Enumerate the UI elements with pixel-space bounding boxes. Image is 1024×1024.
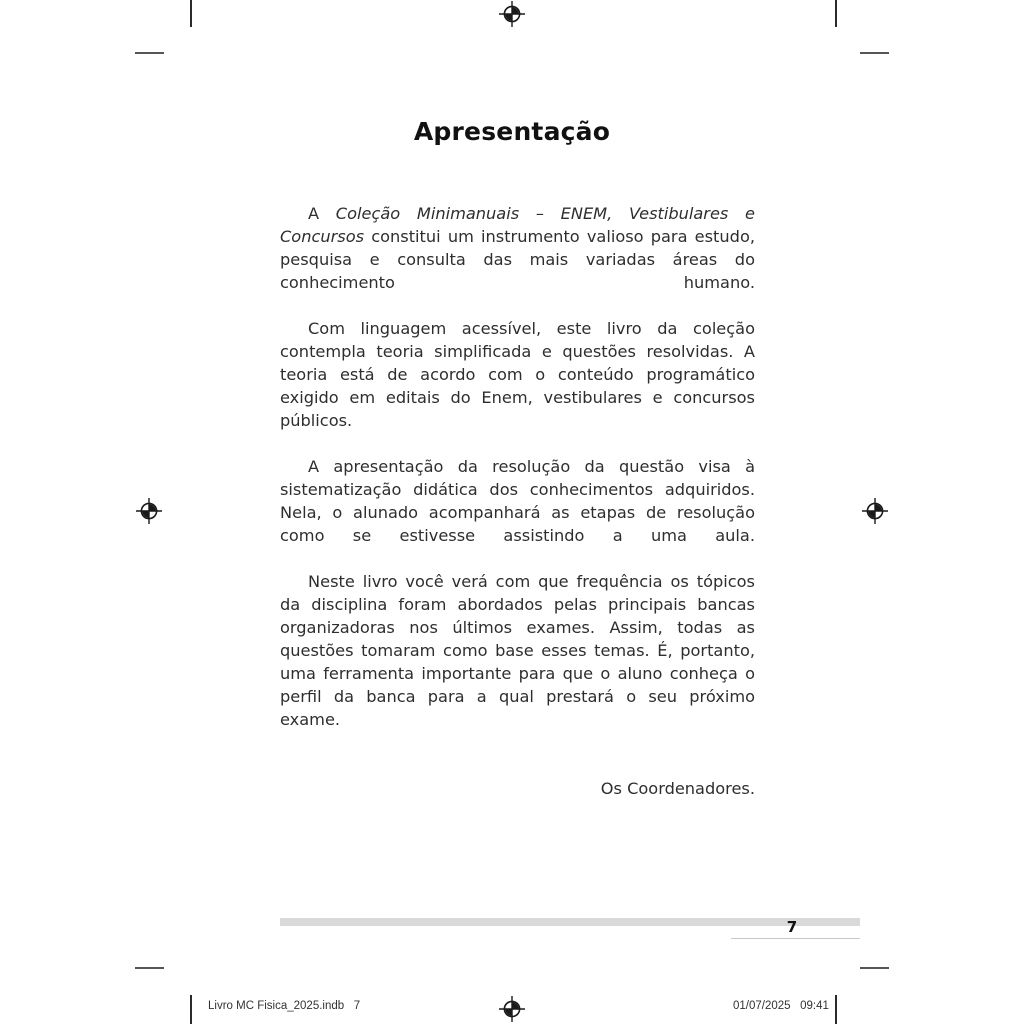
paragraph-4: Neste livro você verá com que frequência os tópicos da disciplina foram abordados pelas principais bancas organizadoras nos últimos exames. Assim, todas as questões tomaram como base esses temas. É, portanto, uma ferramenta importante para que o aluno conheça o perfil da banca para a qual prestará o seu próximo exame. — [280, 572, 755, 729]
page-title: Apresentação — [413, 116, 611, 146]
crop-mark-icon-top-right — [835, 0, 837, 27]
slug-filename: Livro MC Fisica_2025.indb 7 — [208, 1000, 361, 1012]
registration-target-icon-right — [862, 498, 888, 524]
crop-mark-icon-top-left — [190, 0, 192, 27]
paragraph-1-lead: A — [308, 204, 336, 223]
body-text — [280, 202, 755, 800]
registration-target-icon-bottom — [499, 996, 525, 1022]
signoff: Os Coordenadores. — [600, 779, 755, 798]
crop-mark-icon-left-top — [135, 52, 164, 54]
paragraph-1-rest: constitui um instrumento valioso para estudo, pesquisa e consulta das mais variadas áreas do conhecimento humano. — [280, 227, 755, 292]
crop-mark-icon-right-top — [860, 52, 889, 54]
crop-mark-icon-right-bottom — [860, 967, 889, 969]
collection-title: Coleção Minimanuais – ENEM, Vestibulares e Concursos — [280, 204, 755, 246]
paragraph-2: Com linguagem acessível, este livro da coleção contempla teoria simplificada e questões resolvidas. A teoria está de acordo com o conteúdo programático exigido em editais do Enem, vestibulares e concursos públicos. — [280, 319, 755, 430]
slug-timestamp: 01/07/2025 09:41 — [733, 1000, 829, 1012]
registration-target-icon-top — [499, 1, 525, 27]
crop-mark-icon-bottom-right — [835, 995, 837, 1024]
crop-mark-icon-bottom-left — [190, 995, 192, 1024]
crop-mark-icon-left-bottom — [135, 967, 164, 969]
folio-rule — [731, 938, 860, 939]
registration-target-icon-left — [136, 498, 162, 524]
paragraph-3: A apresentação da resolução da questão visa à sistematização didática dos conhecimentos adquiridos. Nela, o alunado acompanhará as etapas de resolução como se estivesse assistindo a uma aula. — [280, 457, 755, 545]
page-number: 7 — [786, 918, 798, 936]
paragraph-1 — [280, 202, 755, 317]
